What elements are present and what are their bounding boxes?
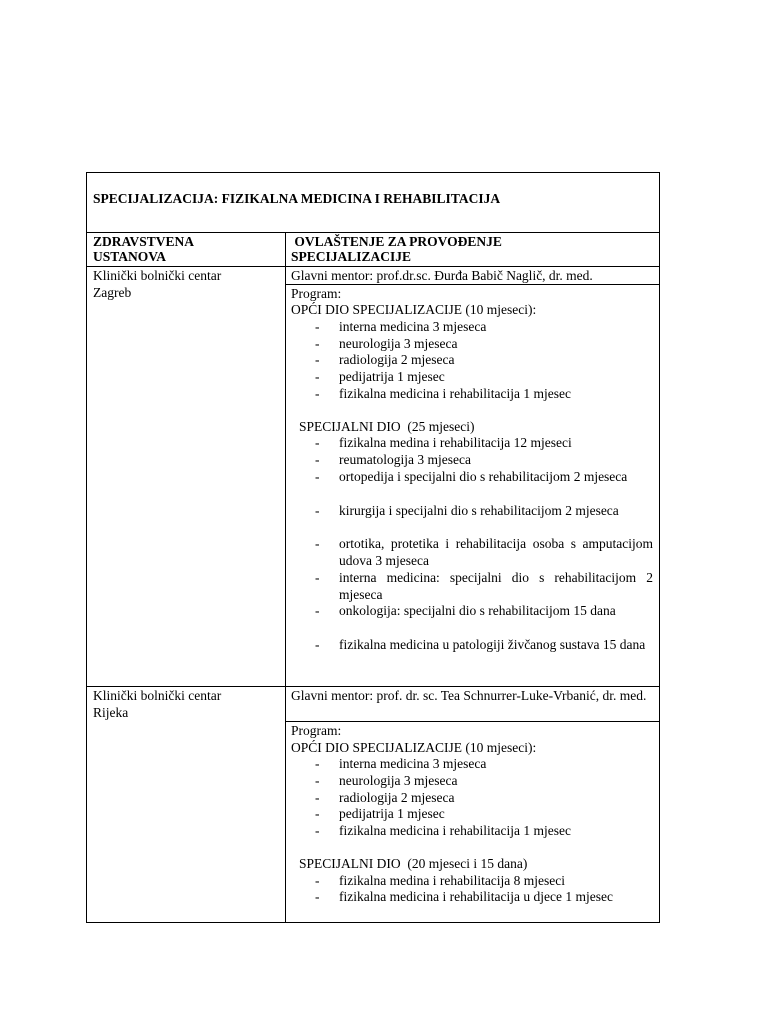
specialization-table: SPECIJALIZACIJA: FIZIKALNA MEDICINA I REHABILITACIJA ZDRAVSTVENA USTANOVA OVLAŠTENJE ZA PROVOĐENJE SPECIJALIZACIJE Klinički bolnički centar Zagreb Glavni mentor: prof.dr.sc. Đurđa Babič Naglič, dr. med. Program: OPĆI DIO SPECIJALIZACIJE (10 mjeseci): - interna medicina 3 mjeseca - neurologija 3 mjeseca - radiologija 2 mjeseca - pedijatrija 1 mjesec - fizikalna medicina i rehabilitacija 1 mjesec SPECIJALNI DIO (25 mjeseci) - fizikalna medina i rehabilitacija 12 mjeseci - reumatologija 3 mjeseca - ortopedija i specijalni dio s rehabilitacijom 2 mjeseca - kirurgija i specijalni dio s rehabilitacijom 2 mjeseca - ortotika, protetika i rehabilitacija osoba s amputacijom udova 3 mjeseca - interna medicina: specijalni dio s rehabilitacijom 2 mjeseca - onkologija: specijalni dio s rehabilitacijom 15 dana - fizikalna medicina u patologiji živčanog sustava 15 dana Klinički bolnički centar Rijeka Glavni mentor: prof. dr. sc. Tea Schnurrer-Luke-Vrbanić, dr. med. Program: OPĆI DIO SPECIJALIZACIJE (10 mjeseci): - interna medicina 3 mjeseca - neurologija 3 mjeseca - radiologija 2 mjeseca - pedijatrija 1 mjesec - fizikalna medicina i rehabilitacija 1 mjesec SPECIJALNI DIO (20 mjeseci i 15 dana) - fizikalna medina i rehabilitacija 8 mjeseci - fizikalna medicina i rehabilitacija u djece 1 mjesec <box>86 172 660 923</box>
list-item: pedijatrija 1 mjesec <box>339 806 445 821</box>
list-item: interna medicina 3 mjeseca <box>339 756 487 771</box>
header-authorization-line2: SPECIJALIZACIJE <box>291 249 412 264</box>
list-item: ortopedija i specijalni dio s rehabilitacijom 2 mjeseca <box>339 469 628 484</box>
row-divider <box>285 721 659 722</box>
list-item: pedijatrija 1 mjesec <box>339 369 445 384</box>
list-item: fizikalna medicina i rehabilitacija 1 mjesec <box>339 823 572 838</box>
list-item: neurologija 3 mjeseca <box>339 773 458 788</box>
program-label: Program: <box>291 286 342 301</box>
list-item: fizikalna medina i rehabilitacija 8 mjeseci <box>339 873 566 888</box>
program-label: Program: <box>291 723 342 738</box>
header-institution-line1: ZDRAVSTVENA <box>93 234 195 249</box>
header-institution-line2: USTANOVA <box>93 249 167 264</box>
table-title: SPECIJALIZACIJA: FIZIKALNA MEDICINA I REHABILITACIJA <box>93 191 501 206</box>
row-divider <box>87 232 659 233</box>
list-item: kirurgija i specijalni dio s rehabilitacijom 2 mjeseca <box>339 503 619 518</box>
special-part-title: SPECIJALNI DIO (25 mjeseci) <box>299 419 475 434</box>
header-authorization-line1: OVLAŠTENJE ZA PROVOĐENJE <box>291 234 502 249</box>
institution-name-line1: Klinički bolnički centar <box>93 688 222 703</box>
main-mentor: Glavni mentor: prof.dr.sc. Đurđa Babič Naglič, dr. med. <box>291 268 593 283</box>
list-item: reumatologija 3 mjeseca <box>339 452 471 467</box>
special-part-title: SPECIJALNI DIO (20 mjeseci i 15 dana) <box>299 856 528 871</box>
institution-name-line2: Rijeka <box>93 705 129 720</box>
list-item: fizikalna medina i rehabilitacija 12 mjeseci <box>339 435 572 450</box>
list-item: fizikalna medicina u patologiji živčanog sustava 15 dana <box>339 637 646 652</box>
list-item: interna medicina 3 mjeseca <box>339 319 487 334</box>
list-item: neurologija 3 mjeseca <box>339 336 458 351</box>
institution-name-line2: Zagreb <box>93 285 132 300</box>
list-item: interna medicina: specijalni dio s rehabilitacijom 2 mjeseca <box>339 570 653 602</box>
list-item: radiologija 2 mjeseca <box>339 790 455 805</box>
row-divider <box>87 686 659 687</box>
main-mentor: Glavni mentor: prof. dr. sc. Tea Schnurrer-Luke-Vrbanić, dr. med. <box>291 688 647 703</box>
list-item: radiologija 2 mjeseca <box>339 352 455 367</box>
institution-name-line1: Klinički bolnički centar <box>93 268 222 283</box>
list-item: fizikalna medicina i rehabilitacija u djece 1 mjesec <box>339 889 613 904</box>
list-item: onkologija: specijalni dio s rehabilitacijom 15 dana <box>339 603 616 618</box>
row-divider <box>87 266 659 267</box>
list-item: ortotika, protetika i rehabilitacija osoba s amputacijom udova 3 mjeseca <box>339 536 653 568</box>
general-part-title: OPĆI DIO SPECIJALIZACIJE (10 mjeseci): <box>291 740 537 755</box>
general-part-title: OPĆI DIO SPECIJALIZACIJE (10 mjeseci): <box>291 302 537 317</box>
column-divider <box>285 232 286 922</box>
list-item: fizikalna medicina i rehabilitacija 1 mjesec <box>339 386 572 401</box>
